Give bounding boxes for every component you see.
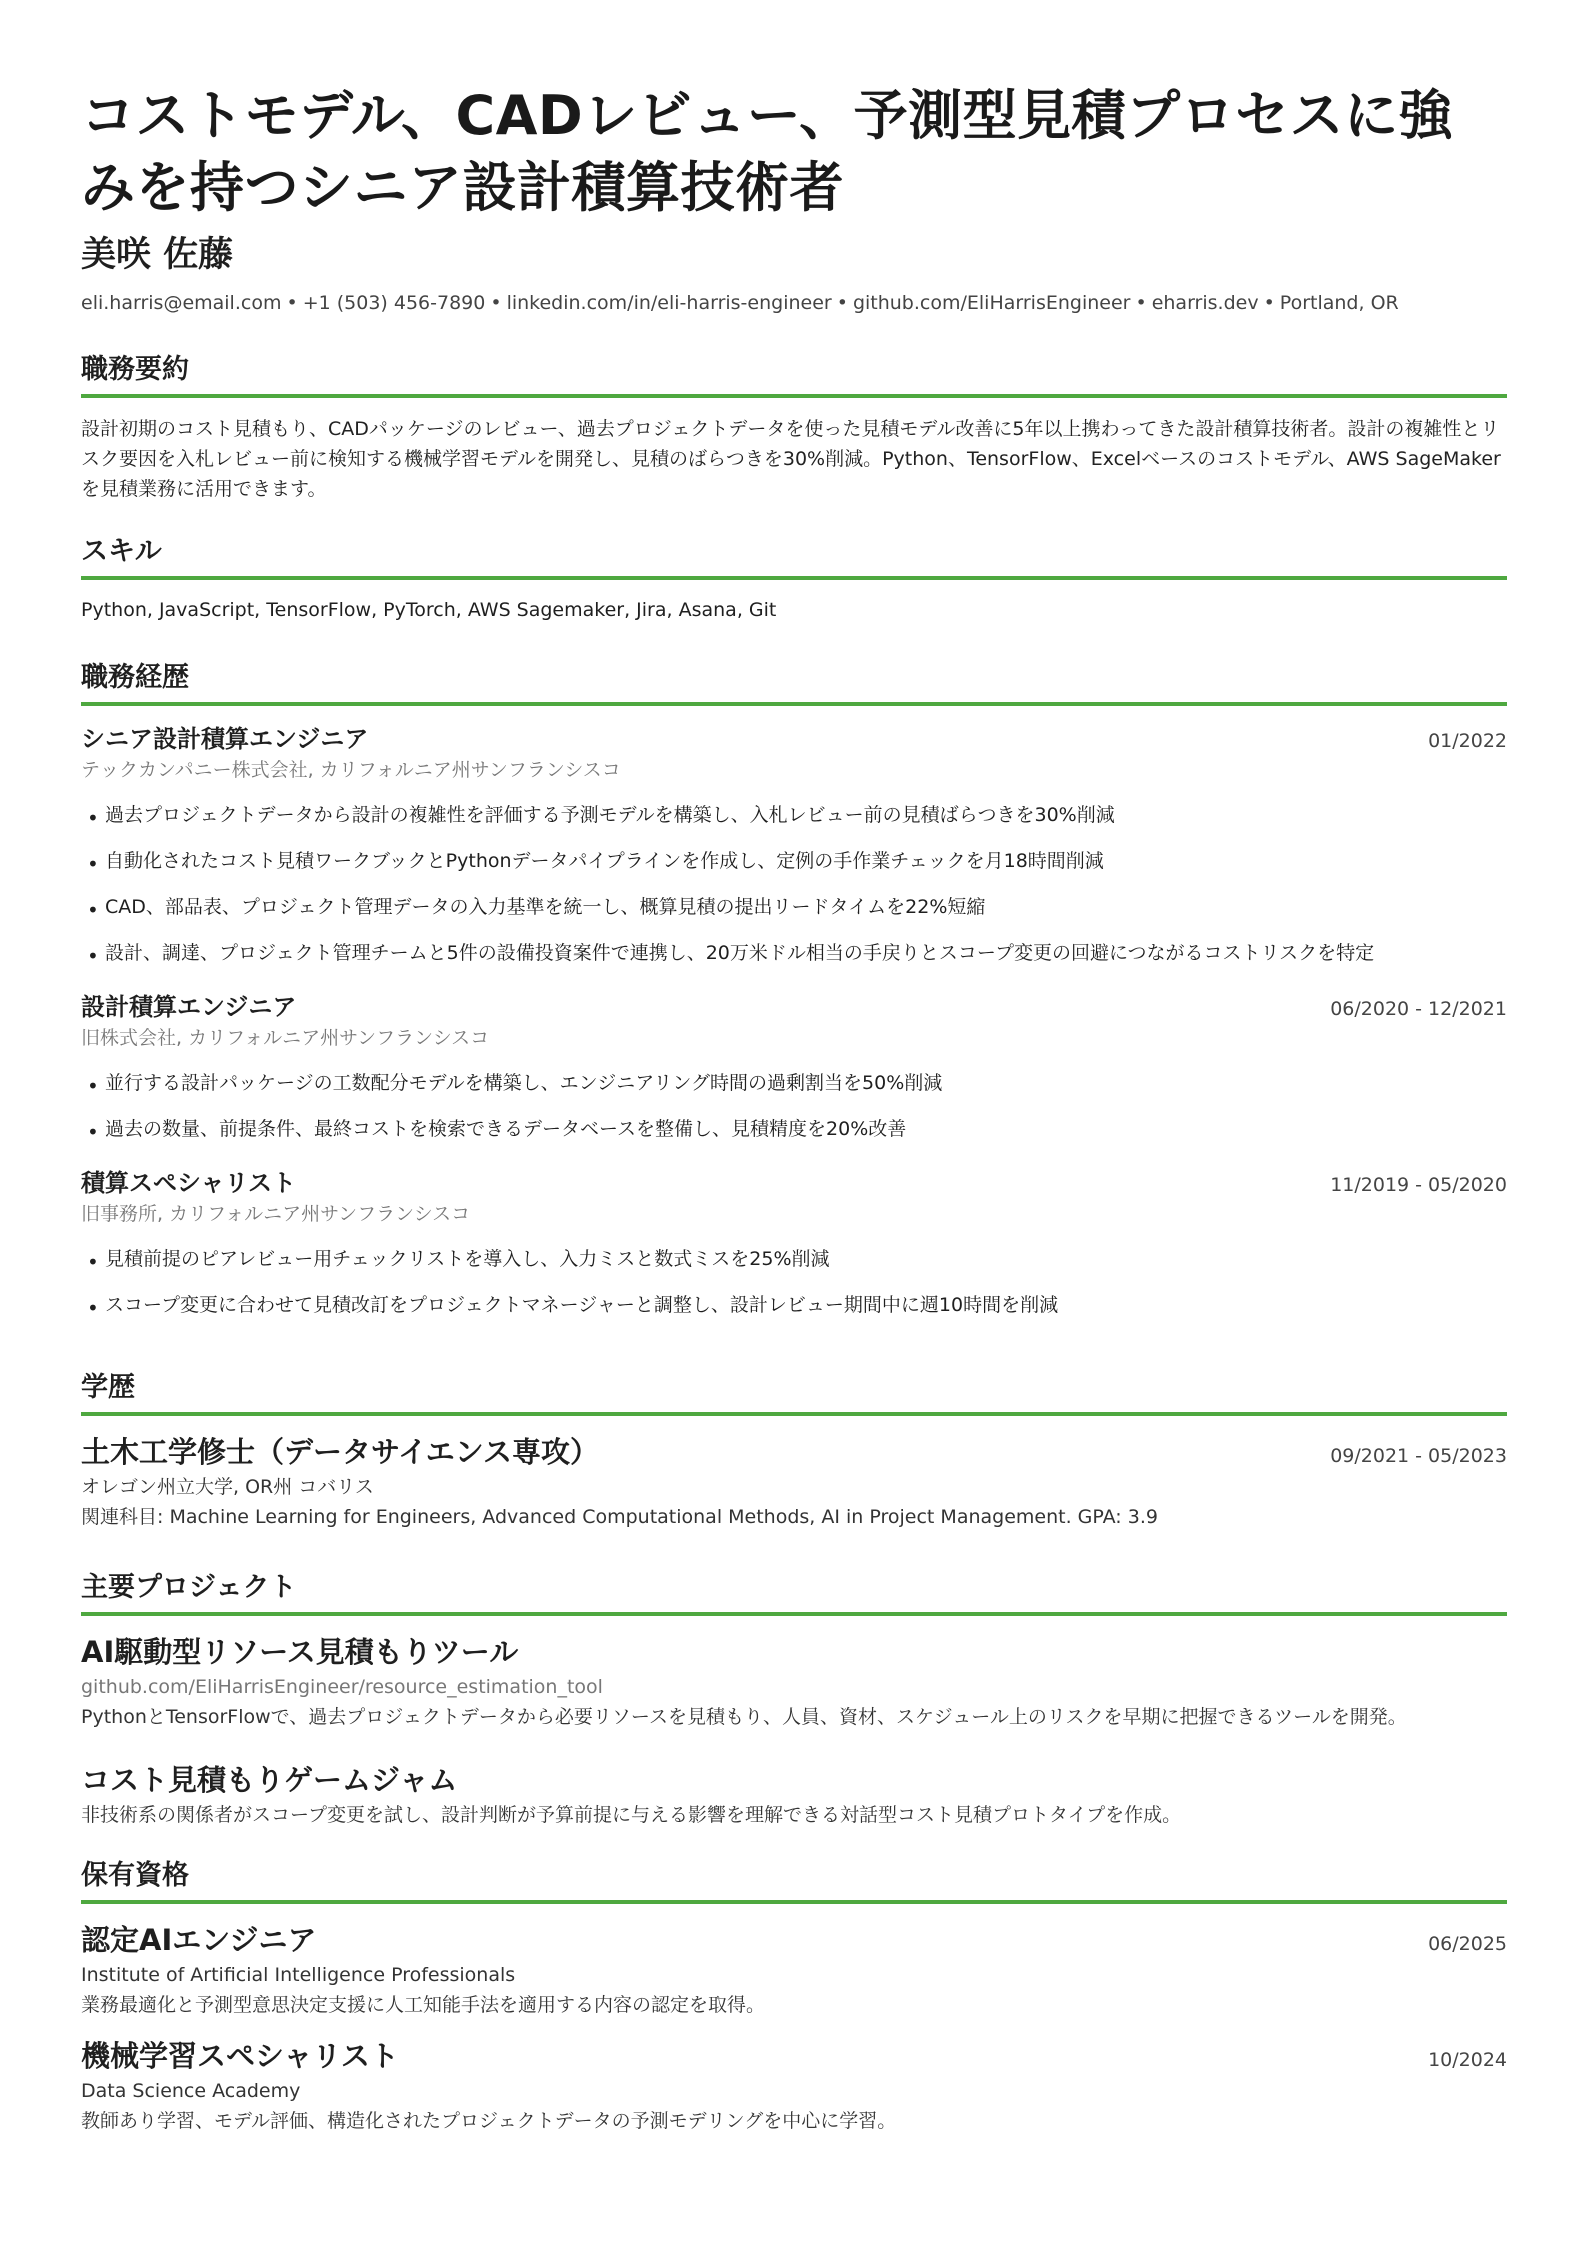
education-date: 09/2021 - 05/2023 [1330,1445,1507,1467]
projects-heading: 主要プロジェクト [81,1570,1507,1616]
summary-text: 設計初期のコスト見積もり、CADパッケージのレビュー、過去プロジェクトデータを使った見積モデル改善に5年以上携わってきた設計積算技術者。設計の複雑性とリスク要因を入札レビュー前に検知する機械学習モデルを開発し、見積のばらつきを30%削減。Python、TensorFlow、Excelベースのコストモデル、AWS SageMakerを見積業務に活用できます。 [81,418,1501,500]
job-bullets [81,1060,1507,1152]
list-item: • CAD、部品表、プロジェクト管理データの入力基準を統一し、概算見積の提出リードタイムを22%短縮 [81,884,1507,930]
cert-date: 10/2024 [1428,2049,1507,2071]
job-title: 積算スペシャリスト [81,1169,297,1197]
contact-email[interactable]: eli.harris@email.com [81,292,282,314]
list-item: • 過去プロジェクトデータから設計の複雑性を評価する予測モデルを構築し、入札レビュー前の見積ばらつきを30%削減 [81,792,1507,838]
job-org: 旧株式会社, カリフォルニア州サンフランシスコ [81,1027,490,1049]
contact-line: eli.harris@email.com • +1 (503) 456-7890 • linkedin.com/in/eli-harris-engineer • github.com/EliHarrisEngineer • eharris.dev • Portland, OR [81,292,1399,314]
list-item: • 設計、調達、プロジェクト管理チームと5件の設備投資案件で連携し、20万米ドル相当の手戻りとスコープ変更の回避につながるコストリスクを特定 [81,930,1507,976]
contact-website[interactable]: eharris.dev [1151,292,1259,314]
education-heading: 学歴 [81,1370,1507,1416]
cert-title: 機械学習スペシャリスト [81,2039,399,2073]
project-title: AI駆動型リソース見積もりツール [81,1635,519,1669]
job-date: 01/2022 [1428,730,1507,752]
school-name: オレゴン州立大学, OR州 コバリス [81,1476,374,1498]
cert-issuer: Data Science Academy [81,2080,301,2102]
project-desc: PythonとTensorFlowで、過去プロジェクトデータから必要リソースを見積もり、人員、資材、スケジュール上のリスクを早期に把握できるツールを開発。 [81,1706,1407,1728]
project-link[interactable]: github.com/EliHarrisEngineer/resource_estimation_tool [81,1676,603,1698]
education-details: 関連科目: Machine Learning for Engineers, Advanced Computational Methods, AI in Project Management. GPA: 3.9 [81,1506,1158,1528]
job-date: 11/2019 - 05/2020 [1330,1174,1507,1196]
education-section [81,1370,1507,1532]
skills-section [81,534,1507,624]
skills-list: Python, JavaScript, TensorFlow, PyTorch, AWS Sagemaker, Jira, Asana, Git [81,599,777,621]
cert-date: 06/2025 [1428,1933,1507,1955]
certifications-section [81,1858,1507,2136]
cert-issuer: Institute of Artificial Intelligence Professionals [81,1964,516,1986]
list-item: • 自動化されたコスト見積ワークブックとPythonデータパイプラインを作成し、定例の手作業チェックを月18時間削減 [81,838,1507,884]
job-org: 旧事務所, カリフォルニア州サンフランシスコ [81,1203,471,1225]
project-entry [81,1632,1507,1732]
contact-linkedin[interactable]: linkedin.com/in/eli-harris-engineer [506,292,832,314]
page-title: コストモデル、CADレビュー、予測型見積プロセスに強みを持つシニア設計積算技術者 [81,84,1454,219]
projects-section [81,1570,1507,1830]
job-entry [81,1166,1507,1328]
job-title: シニア設計積算エンジニア [81,725,369,753]
job-bullets [81,1236,1507,1328]
project-title: コスト見積もりゲームジャム [81,1763,458,1797]
certifications-heading: 保有資格 [81,1858,1507,1904]
cert-desc: 教師あり学習、モデル評価、構造化されたプロジェクトデータの予測モデリングを中心に学習。 [81,2110,897,2132]
skills-heading: スキル [81,534,1507,580]
cert-desc: 業務最適化と予測型意思決定支援に人工知能手法を適用する内容の認定を取得。 [81,1994,766,2016]
summary-section [81,352,1507,504]
summary-heading: 職務要約 [81,352,1507,398]
job-entry [81,990,1507,1152]
experience-heading: 職務経歴 [81,660,1507,706]
list-item: • 過去の数量、前提条件、最終コストを検索できるデータベースを整備し、見積精度を20%改善 [81,1106,1507,1152]
job-title: 設計積算エンジニア [81,993,297,1021]
cert-entry [81,1920,1507,2020]
list-item: • スコープ変更に合わせて見積改訂をプロジェクトマネージャーと調整し、設計レビュー期間中に週10時間を削減 [81,1282,1507,1328]
list-item: • 並行する設計パッケージの工数配分モデルを構築し、エンジニアリング時間の過剰割当を50%削減 [81,1060,1507,1106]
job-bullets [81,792,1507,976]
cert-title: 認定AIエンジニア [81,1923,317,1957]
contact-location: Portland, OR [1279,292,1399,314]
job-org: テックカンパニー株式会社, カリフォルニア州サンフランシスコ [81,759,621,781]
job-date: 06/2020 - 12/2021 [1330,998,1507,1020]
candidate-name: 美咲 佐藤 [81,235,234,275]
project-entry [81,1760,1507,1830]
experience-section [81,660,1507,1328]
contact-github[interactable]: github.com/EliHarrisEngineer [852,292,1131,314]
project-desc: 非技術系の関係者がスコープ変更を試し、設計判断が予算前提に与える影響を理解できる対話型コスト見積プロトタイプを作成。 [81,1804,1182,1826]
job-entry [81,722,1507,976]
degree-title: 土木工学修士（データサイエンス専攻） [81,1435,599,1469]
list-item: • 見積前提のピアレビュー用チェックリストを導入し、入力ミスと数式ミスを25%削減 [81,1236,1507,1282]
contact-phone[interactable]: +1 (503) 456-7890 [302,292,486,314]
cert-entry [81,2036,1507,2136]
